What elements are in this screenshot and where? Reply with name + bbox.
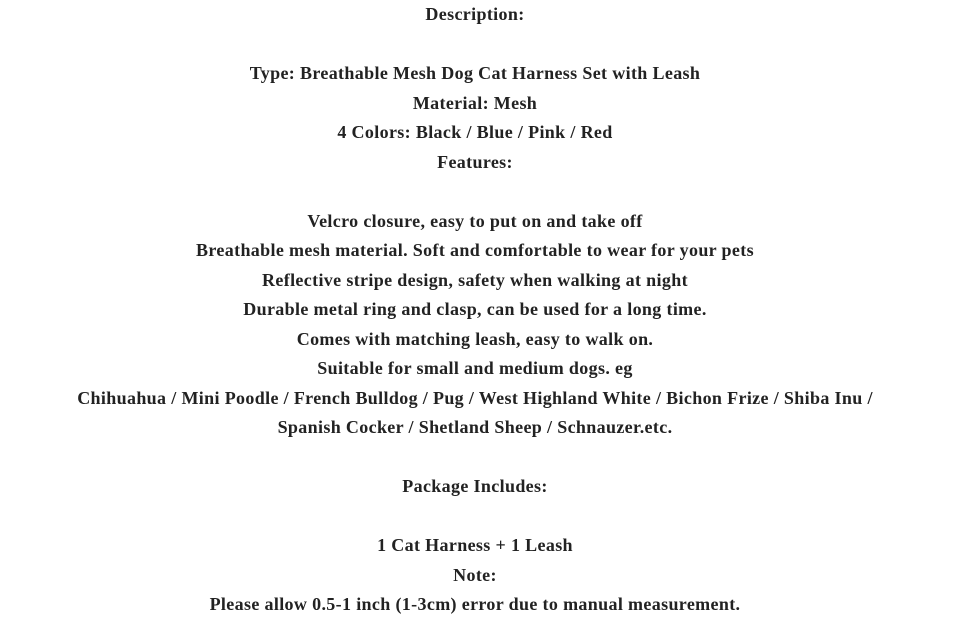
spacer — [0, 505, 950, 535]
feature-item: Spanish Cocker / Shetland Sheep / Schnauzer.etc. — [277, 417, 673, 437]
product-material: Material: Mesh — [412, 92, 538, 113]
feature-item: Breathable mesh material. Soft and comfortable to wear for your pets — [196, 240, 754, 260]
feature-item: Chihuahua / Mini Poodle / French Bulldog / Pug / West Highland White / Bichon Frize / Shiba Inu / — [77, 387, 873, 408]
spacer — [0, 446, 950, 476]
feature-item: Suitable for small and medium dogs. eg — [317, 358, 633, 378]
product-type: Type: Breathable Mesh Dog Cat Harness Set with Leash — [249, 63, 701, 83]
note-heading: Note: — [453, 564, 497, 585]
package-heading: Package Includes: — [402, 476, 548, 496]
product-colors: 4 Colors: Black / Blue / Pink / Red — [337, 122, 613, 142]
feature-item: Velcro closure, easy to put on and take off — [307, 210, 643, 231]
feature-item: Comes with matching leash, easy to walk on. — [296, 328, 654, 349]
package-contents: 1 Cat Harness + 1 Leash — [377, 535, 573, 555]
description-heading: Description: — [425, 4, 525, 24]
feature-item: Reflective stripe design, safety when walking at night — [262, 269, 688, 290]
spacer — [0, 33, 950, 63]
spacer — [0, 180, 950, 210]
feature-item: Durable metal ring and clasp, can be used for a long time. — [243, 299, 707, 319]
features-heading: Features: — [437, 151, 513, 172]
note-text: Please allow 0.5-1 inch (1-3cm) error due to manual measurement. — [209, 594, 741, 614]
